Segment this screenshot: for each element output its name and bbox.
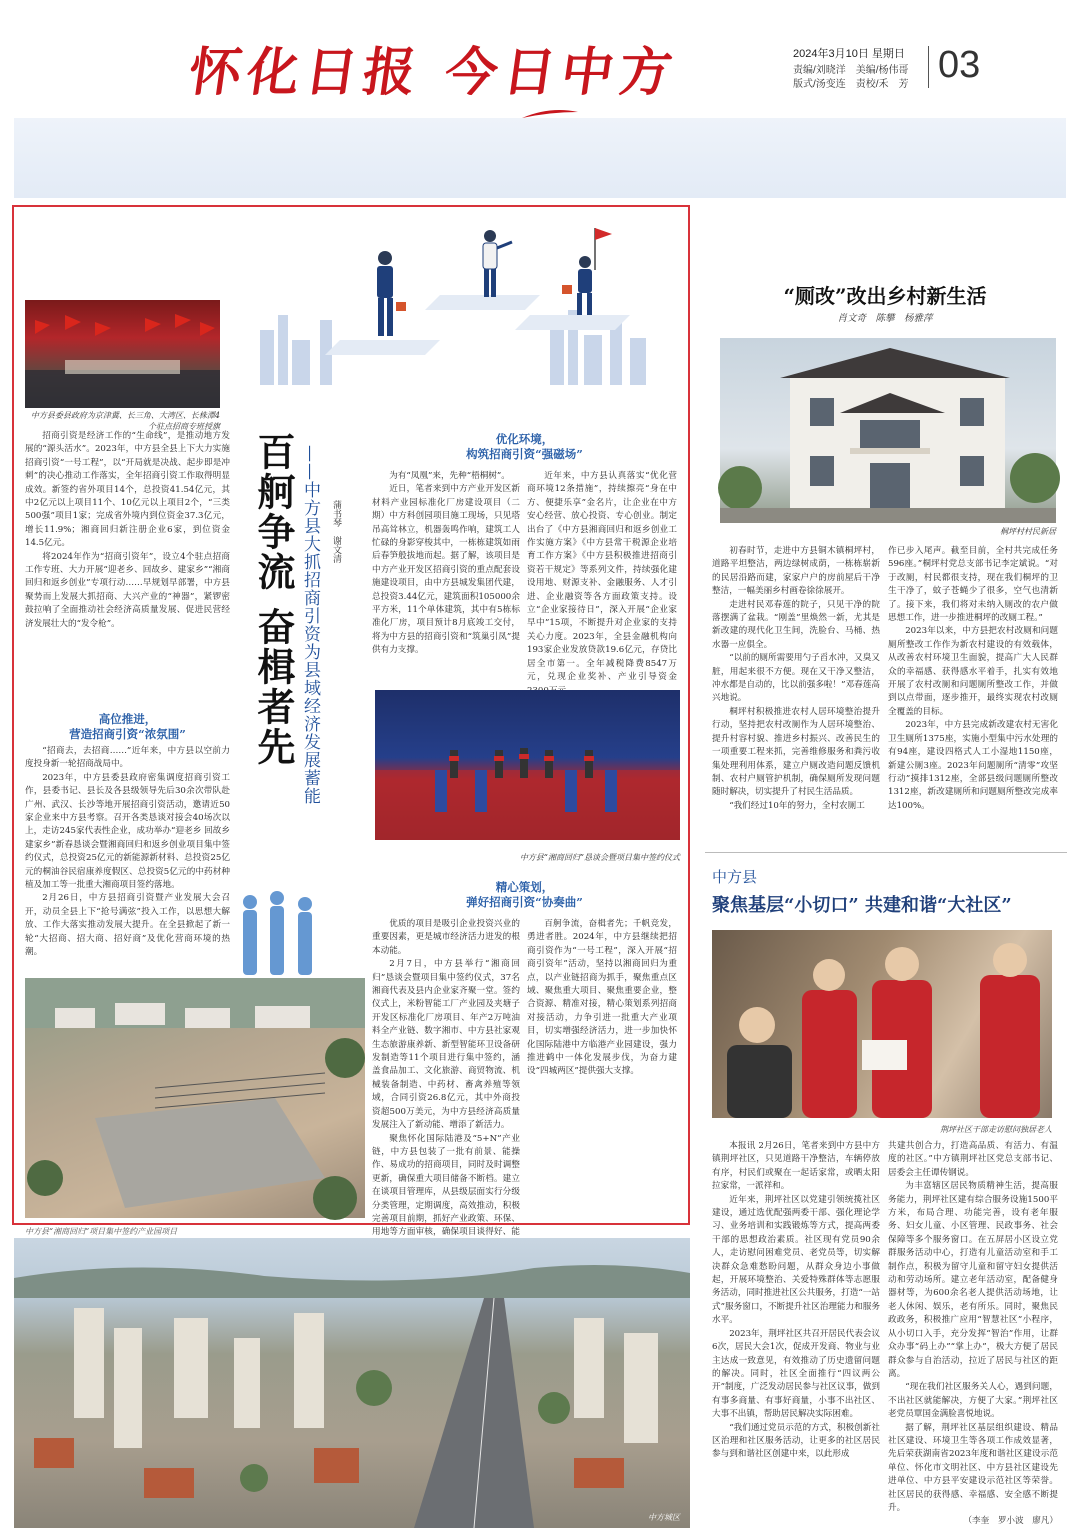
main-headline: 百舸争流 奋楫者先 bbox=[251, 432, 296, 768]
header-band bbox=[14, 118, 1066, 198]
paragraph: “现在我们社区服务关人心，遇到问题，不出社区就能解决，方便了大家。”荆坪社区老党员覃国金满脸喜悦地说。 bbox=[888, 1382, 1058, 1420]
paragraph: 百舸争流，奋楫者先；千帆竞发，勇进者胜。2024年，中方县继续把招商引资作为“一号工程”，深入开展“招商引资年”活动，坚持以湘商回归为重点，以产业链招商为抓手，聚焦重点区域、聚焦重大项目、聚焦重要企业，整合资源、精准对接，精心策划系列招商对接活动，力争引进一批重大产业项目，切实增强经济活力，进一步加快怀化国际陆港中方临港产业园建设，强力推进鹤中一体化发展步伐，为奋力建设“四城两区”提供强大支撑。 bbox=[527, 919, 677, 1077]
stage-graphic-icon bbox=[375, 690, 680, 840]
flags-graphic-icon bbox=[25, 300, 220, 408]
col2-text-b bbox=[527, 470, 677, 685]
community-col1-text bbox=[712, 1140, 880, 1525]
paragraph: 据了解，荆坪社区基层组织建设、精品社区建设、环境卫生等各项工作成效显著，先后荣获湖南省2023年度和谐社区建设示范单位、怀化市文明社区、中方县社区建设先进单位、中方县平安建设示范社区等荣誉。社区居民的获得感、幸福感、安全感不断提升。 bbox=[888, 1422, 1058, 1513]
page-number-divider bbox=[928, 46, 929, 88]
city-graphic-icon bbox=[14, 1238, 690, 1528]
paragraph: 共建共创合力，打造高品质、有活力、有温度的社区。”中方镇荆坪社区党总支部书记、居委会主任谭传钢说。 bbox=[888, 1141, 1058, 1178]
editor-credits bbox=[793, 64, 909, 92]
figure-left bbox=[377, 251, 406, 336]
figure-right bbox=[562, 228, 612, 315]
photo-community-visit bbox=[712, 930, 1052, 1118]
paragraph: 近日，笔者来到中方产业开发区新材料产业园标准化厂房建设项目（二期）中方科创园项目施工现场，只见塔吊高耸林立，机器轰鸣作响，建筑工人忙碌的身影穿梭其中，一栋栋建筑如雨后春笋般拔地而起。据了解，该项目是中方产业开发区招商引资的重点配套设施建设项目，由中方县城发集团代建，总投资3.44亿元，建筑面积105000余平方米，11个单体建筑，其中有5栋标准化厂房，项目预计8月底竣工交付，将为中方县的招商引资和“筑巢引凤”提供有力支撑。 bbox=[372, 484, 520, 656]
photo-village-house bbox=[720, 338, 1056, 523]
paragraph: 为有“凤凰”来，先种“梧桐树”。 bbox=[389, 471, 510, 481]
col2-section-title: 优化环境， 构筑招商引资“强磁场” bbox=[466, 432, 583, 461]
paragraph: “以前的厕所需要用勺子舀水冲，又臭又脏，用起来很不方便。现在又干净又整洁，冲水都是自动的，比以前强多啦！”邓春莲高兴地说。 bbox=[712, 653, 880, 704]
community-col2-text bbox=[888, 1140, 1058, 1512]
paragraph: 将2024年作为“招商引资年”，设立4个驻点招商工作专班、大力开展“迎老乡、回故乡、建家乡”“湘商回归和返乡创业”专项行动……早规划早部署，中方县聚势而上发展大抓招商、大兴产业的“神器”，紧锣密鼓拉响了全面推动社会经济高质量发展、促进民营经济发展壮大的“发令枪”。 bbox=[25, 551, 230, 629]
business-people-illustration bbox=[250, 220, 670, 385]
editor-line-2: 版式/汤变连 责校/禾 芳 bbox=[793, 79, 909, 90]
section1-title: 高位推进， 营造招商引资“浓氛围” bbox=[69, 712, 186, 741]
people-silhouette-icon bbox=[235, 890, 325, 975]
col3-section-title: 精心策划， 弹好招商引资“协奏曲” bbox=[466, 880, 583, 909]
paragraph: “我们通过党员示范的方式，积极创新社区治理和社区服务活动，让更多的社区居民参与到和谐社区创建中来，以此形成 bbox=[712, 1422, 880, 1460]
col3-text-b bbox=[527, 918, 677, 1218]
volunteers-graphic-icon bbox=[712, 930, 1052, 1118]
paragraph: 2023年，荆坪社区共召开居民代表会议6次，居民大会1次，促成开发商、物业与业主达成一致意见，有效推动了历史遗留问题的解决。同时，社区全面推行“四议两公开”制度，广泛发动居民参与社区议事，做到有事多商量、有事好商量，小事不出社区、大事不出镇，帮助居民解决实际困难。 bbox=[712, 1328, 880, 1420]
toilet-col2-text bbox=[888, 545, 1058, 845]
toilet-byline: 肖文奇 陈攀 杨雅萍 bbox=[837, 313, 933, 324]
paragraph: 本报讯 2月26日，笔者来到中方县中方镇荆坪社区，只见道路干净整洁，车辆停放有序，村民们或聚在一起话家常，或晒太阳拉家常，一派祥和。 bbox=[712, 1141, 880, 1192]
toilet-headline: “厕改”改出乡村新生活 bbox=[783, 284, 987, 308]
community-byline: （李奎 罗小波 廖凡） bbox=[963, 1516, 1058, 1526]
community-label: 中方县 bbox=[712, 868, 758, 886]
photo2-caption: 中方县“湘商回归”恳谈会暨项目集中签约仪式 bbox=[519, 853, 680, 862]
paragraph: 聚焦怀化国际陆港及“5+N”产业链，中方县包装了一批有前景、能操作、易成功的招商项目，同时及时调整更新，确保重大项目储备不断档。建立在谈项目管理库，从县级层面实行分级分类管理，定期调度，高效推动，积极完善项目前期，抓好产业政策、环保、用地等方面审核，确保项目谈得好、能 bbox=[372, 1133, 520, 1238]
paragraph: 为丰富辖区居民物质精神生活，提高服务能力，荆坪社区建有综合服务设施1500平方米，布局合理、功能完善，设有老年服务、妇女儿童、小区管理、民政事务、社会保障等多个服务窗口。在五屏居小区设立党群服务活动中心，打造有儿童活动室和手工制作点，积极为留守儿童和留守妇女提供活动和劳动场所。建立老年活动室，配备健身器材等，为600余名老人提供活动场地，让老人休闲、娱乐，老有所乐。同时，聚焦民政政务，积极推广应用“智慧社区”小程序，从小切口入手，充分发挥“智治”作用，让群众办事“码上办”“掌上办”，极大方便了居民群众参与自治活动，拉近了居民与社区的距离。 bbox=[888, 1181, 1058, 1379]
main-byline: 蒲书琴 谢文清 bbox=[331, 500, 341, 563]
paragraph: “我们经过10年的努力，全村农厕工 bbox=[729, 800, 865, 811]
toilet-photo-caption: 桐坪村村民新居 bbox=[1000, 527, 1056, 536]
editor-line-1: 责编/刘晓洋 美编/杨伟哥 bbox=[793, 65, 909, 76]
col2-text-a bbox=[372, 470, 520, 685]
paragraph: 2023年，中方县完成新改建农村无害化卫生厕所1375座，实施小型集中污水处理的有94座，建设四格式人工小湿地1150座，新建公厕3座。2023年问题厕所“清零”攻坚行动”摸排1312座，全部县级问题厕所整改1312座，新改建厕所和问题厕所整改完成率达100%。 bbox=[888, 720, 1058, 811]
house-graphic-icon bbox=[720, 338, 1056, 523]
intro-text bbox=[25, 430, 230, 708]
figure-middle bbox=[483, 230, 512, 297]
paragraph: 走进村民邓春莲的院子，只见干净的院落摆满了盆栽。“刚盖”里焕然一新，尤其是新改建的现代化卫生间，洗脸台、马桶、热水器一应俱全。 bbox=[712, 599, 880, 650]
community-headline: 聚焦基层“小切口” 共建和谐“大社区” bbox=[712, 895, 1012, 916]
photo1-caption: 中方县委县政府为京津冀、长三角、大湾区、长株潭4个驻点招商专班授旗 bbox=[30, 411, 220, 431]
col3-text-a bbox=[372, 918, 520, 1238]
community-photo-caption: 荆坪社区干部走访慰问独居老人 bbox=[940, 1125, 1052, 1134]
photo4-caption: 中方城区 bbox=[648, 1513, 680, 1522]
issue-date: 2024年3月10日 星期日 bbox=[793, 48, 905, 60]
construction-graphic-icon bbox=[25, 978, 365, 1218]
paragraph: 近年来，中方县认真落实“优化营商环境12条措施”，持续擦亮“身在中方、便捷乐享”金名片，让企业在中方安心经营、放心投资、专心创业。制定出台了《中方县湘商回归和返乡创业工作实施方案》《中方县常干税源企业培育工作方案》《中方县积极推进招商引资若干规定》等系列文件，持续强化建设用地、财源支补、金融服务、人才引进、企业融资等各方面政策支持。设立“企业家接待日”，深入开展“企业家早中”15项，不断提升对企业家的支持关心力度。2023年，全县金融机构向193家企业发放贷款19.6亿元，存贷比居全市第一。全年减税降费8547万元，兑现企业奖补、产业引导资金 bbox=[527, 471, 677, 683]
paragraph: 优质的项目是吸引企业投资兴业的重要因素，更是城市经济活力迸发的根本动能。 bbox=[372, 919, 520, 956]
paragraph: 初春时节，走进中方县铜木镇桐坪村，道路平坦整洁，两边绿树成荫，一栋栋崭新的民居沿路而建，家家户户的房前屋后干净整洁，一幅美丽乡村画卷徐徐展开。 bbox=[712, 546, 880, 597]
paragraph: 招商引资是经济工作的“生命线”，是推动地方发展的“源头活水”。2023年，中方县全县上下大力实施招商引资“一号工程”，以“开局就是决战、起步即是冲刺”的决心推动工作落实，全年招商引资工作取得明显成效。新签约省外项目14个，总投资41.54亿元，其中2亿元以上项目11个、10亿元以上项目2个，“三类500强”项目1家；完成省外境内到位资金37.3亿元，增长11.9%；湘商回归新注册企业6家，到位资金14.5亿元。 bbox=[25, 431, 230, 549]
toilet-col1-text bbox=[712, 545, 880, 845]
paragraph: 桐坪村积极推进农村人居环境整治提升行动，坚持把农村改厕作为人居环境整治、提升村容村貌、推进乡村振兴、改善民生的一项重要工程来抓，完善维修服务和粪污收集处理利用体系，建立户厕改造问题反馈机制、农村户厕管护机制，确保厕所发现问题随时解决，切实提升了村民生活品质。 bbox=[712, 706, 880, 798]
paragraph: “招商去，去招商……”近年来，中方县以空前力度投身新一轮招商战局中。 bbox=[25, 746, 230, 770]
paragraph: 2023年以来，中方县把农村改厕和问题厕所整改工作作为新农村建设的有效载体，从改善农村环境卫生面貌，提高广大人民群众的幸福感、获得感水平着手，扎实有效地开展了农村改厕和问题厕所整改工作，并做到以点带面，逐步推开，最终实现农村改厕全覆盖的目标。 bbox=[888, 626, 1058, 717]
main-subheadline: ——中方县大抓招商引资为县域经济发展蓄能 bbox=[300, 445, 320, 805]
photo-city-aerial bbox=[14, 1238, 690, 1528]
newspaper-title: 怀化日报 今日中方 bbox=[185, 42, 682, 103]
paragraph: 作已步入尾声。截至目前，全村共完成任务596座。”桐坪村党总支部书记李定斌说。“对于改厕，村民都很支持，现在我们桐坪的卫生干净了，蚊子苍蝇少了很多，空气也清新了。接下来，我们将对未纳入厕改的农户做思想工作，进一步推进桐坪的改厕工程。” bbox=[888, 546, 1058, 624]
masthead bbox=[0, 0, 1080, 105]
photo-signing-ceremony bbox=[375, 690, 680, 840]
photo-flag-ceremony bbox=[25, 300, 220, 408]
photo3-caption: 中方县“湘商回归”项目集中签约产业园项目 bbox=[25, 1227, 178, 1236]
paragraph: 2023年，中方县委县政府密集调度招商引资工作，县委书记、县长及各县级领导先后30余次带队赴广州、武汉、长沙等地开展招商引资活动，邀请近50家企业来中方县考察。召开各类恳谈对接会40场次以上，走访245家代表性企业，成功举办“迎老乡 回故乡 建家乡”新春恳谈会暨湘商回归和返乡创业项目集中签约仪式，总投资25亿元的新能源新材料、总投资25亿元的桐油谷民宿康养度假区、总投资5亿元的中药材种植及加工等一批重大湘商项目签约落地。 bbox=[25, 772, 230, 891]
section1-text bbox=[25, 745, 230, 958]
page-number: 03 bbox=[938, 44, 981, 86]
photo-construction-site bbox=[25, 978, 365, 1218]
paragraph: 近年来，荆坪社区以党建引领统揽社区建设，通过选优配强两委干部、强化理论学习、业务培训和实践锻炼等方式，提高两委干部的思想政治素质。社区现有党员90余人，走访慰问困难党员、老党员等，切实解决群众急难愁盼问题，从群众身边小事做起，开展环境整治、关爱特殊群体等志愿服务活动，同时推进社区公共服务，打造“一站式”服务窗口，不断提升社区治理能力和服务水平。 bbox=[712, 1194, 880, 1326]
paragraph: 2月7日，中方县举行“湘商回归”恳谈会暨项目集中签约仪式，37名湘商代表及县内企业家齐聚一堂。签约仪式上，米粉智能工厂产业园及夹塘子开发区标准化厂房项目、年产2万吨油料全产业链、数字湘市、中方县社家观生态旅游康养新、新型智能环卫设备研发制造等11个项目进行集中签约，涵盖食品加工、文化旅游、商贸物流、机械装备制造、中药材、畜禽养殖等领域，合同引资26.8亿元，其中外商投资超500万美元，为中方县经济高质量发展注入了新动能、增添了新活力。 bbox=[372, 959, 520, 1131]
paragraph: 2月26日，中方县招商引资暨产业发展大会召开，动员全县上下“抢号满弦”投入工作，以思想大解放、工作大落实推动发展大提升。在全县掀起了新一轮“大招商、招大商、招好商”及优化营商环境的热潮。 bbox=[25, 893, 230, 958]
section-divider bbox=[705, 852, 1067, 853]
